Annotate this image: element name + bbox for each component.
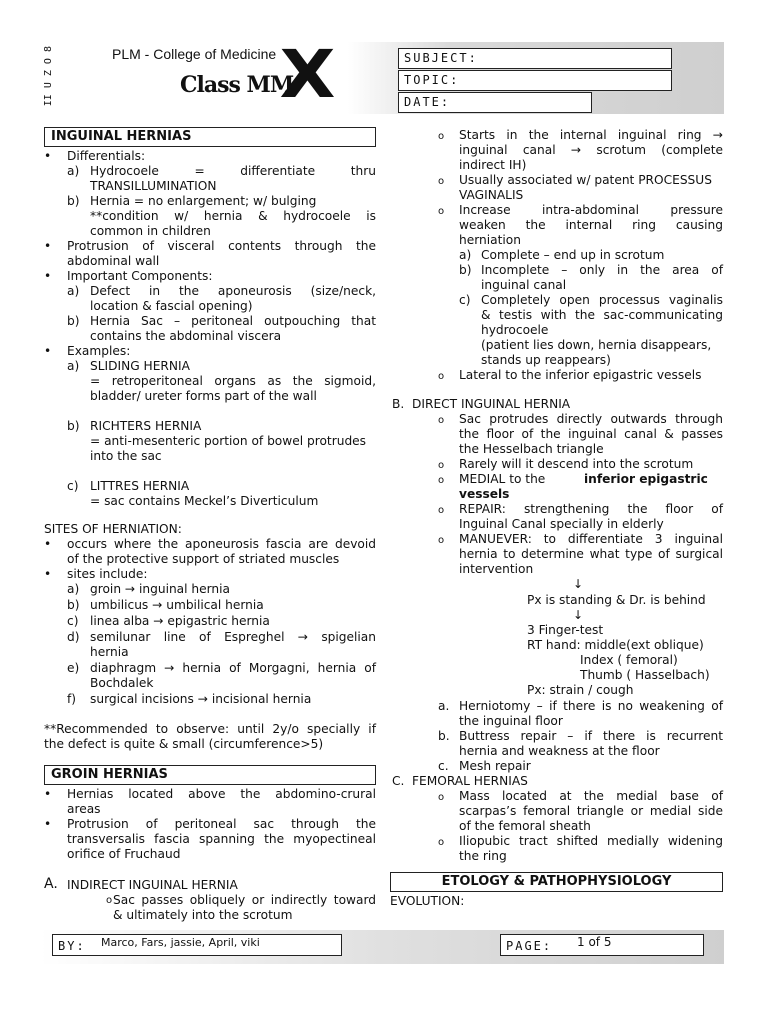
text-line: umbilicus → umbilical hernia xyxy=(90,598,264,612)
list-marker: a) xyxy=(67,359,80,373)
text-line: EVOLUTION: xyxy=(390,894,465,908)
list-marker: c. xyxy=(438,759,449,773)
bullet-circle: o xyxy=(438,371,445,382)
text-line: Inguinal Canal specially in elderly xyxy=(459,517,664,531)
text-line: (patient lies down, hernia disappears, xyxy=(481,338,712,352)
text-line: Px: strain / cough xyxy=(527,683,634,697)
text-line: Sac passes obliquely or indirectly toward xyxy=(113,893,376,907)
text-line: Complete – end up in scrotum xyxy=(481,248,665,262)
bullet-circle: o xyxy=(438,505,445,516)
subject-label: SUBJECT: xyxy=(404,51,478,65)
bullet: • xyxy=(44,344,52,358)
text-line: inguinal canal → scrotum (complete xyxy=(459,143,723,157)
date-label: DATE: xyxy=(404,95,451,109)
text-line: Important Components: xyxy=(67,269,213,283)
section-title-groin: GROIN HERNIAS xyxy=(44,765,376,785)
text-line: INDIRECT INGUINAL HERNIA xyxy=(67,878,238,892)
text-line: MANUEVER: to differentiate 3 inguinal xyxy=(459,532,723,546)
text-line: RT hand: middle(ext oblique) xyxy=(527,638,704,652)
topic-field xyxy=(398,70,672,91)
bullet: • xyxy=(44,239,52,253)
text-line: **condition w/ hernia & hydrocoele is xyxy=(90,209,376,223)
college-name: PLM - College of Medicine xyxy=(112,46,277,62)
class-logo-x: X xyxy=(279,36,336,113)
text-line: = sac contains Meckel’s Diverticulum xyxy=(90,494,319,508)
bullet: • xyxy=(44,787,52,801)
text-line: transversalis fascia spanning the myopectineal xyxy=(67,832,376,846)
text-line: Mesh repair xyxy=(459,759,531,773)
arrow-down-icon: ↓ xyxy=(573,577,584,591)
list-marker: B. xyxy=(392,397,405,411)
text-line: TRANSILLUMINATION xyxy=(90,179,217,193)
text-line: weaken the internal ring causing xyxy=(459,218,723,232)
text-line: Hernias located above the abdomino-crural xyxy=(67,787,376,801)
bullet-circle: o xyxy=(438,176,445,187)
text-line: MEDIAL to the xyxy=(459,472,546,486)
text-line: intervention xyxy=(459,562,534,576)
text-line: Iliopubic tract shifted medially widening xyxy=(459,834,723,848)
text-line: = anti-mesenteric portion of bowel protrudes xyxy=(90,434,367,448)
text-line: SITES OF HERNIATION: xyxy=(44,522,182,536)
text-line: hernia and weakness at the floor xyxy=(459,744,660,758)
left-column xyxy=(44,127,377,927)
text-line: inguinal canal xyxy=(481,278,567,292)
text-line: contains the abdominal viscera xyxy=(90,329,282,343)
list-marker: b) xyxy=(67,314,80,328)
bullet-circle: o xyxy=(438,837,445,848)
text-line: abdominal wall xyxy=(67,254,160,268)
bullet-circle: o xyxy=(438,415,445,426)
page-number: 1 of 5 xyxy=(577,935,612,949)
text-line: orifice of Fruchaud xyxy=(67,847,181,861)
text-line: Hernia = no enlargement; w/ bulging xyxy=(90,194,317,208)
list-marker: b) xyxy=(67,194,80,208)
text-line: Usually associated w/ patent PROCESSUS xyxy=(459,173,712,187)
text-line: **Recommended to observe: until 2y/o specially if xyxy=(44,722,376,736)
text-line: scarpas’s femoral triangle or medial side xyxy=(459,804,723,818)
list-marker: b) xyxy=(459,263,472,277)
list-marker: c) xyxy=(459,293,471,307)
text-line: the defect is quite & small (circumference>5) xyxy=(44,737,324,751)
text-line: Lateral to the inferior epigastric vessels xyxy=(459,368,702,382)
text-line: Starts in the internal inguinal ring → xyxy=(459,128,723,142)
bullet: • xyxy=(44,537,52,551)
list-marker: d) xyxy=(67,630,80,644)
text-line: diaphragm → hernia of Morgagni, hernia of xyxy=(90,661,376,675)
page-field xyxy=(500,934,704,956)
text-line: of the femoral sheath xyxy=(459,819,591,833)
text-line: hernia xyxy=(90,645,129,659)
text-line: & ultimately into the scrotum xyxy=(113,908,293,922)
text-line: SLIDING HERNIA xyxy=(90,359,190,373)
text-line: Index ( femoral) xyxy=(580,653,678,667)
bullet-circle: o xyxy=(106,895,113,906)
text-line: linea alba → epigastric hernia xyxy=(90,614,270,628)
list-marker: a) xyxy=(67,164,80,178)
list-marker: b. xyxy=(438,729,450,743)
bullet-circle: o xyxy=(438,131,445,142)
list-marker: A. xyxy=(44,876,58,892)
list-marker: a) xyxy=(67,284,80,298)
text-line: the inguinal floor xyxy=(459,714,563,728)
text-line: Protrusion of peritoneal sac through the xyxy=(67,817,376,831)
list-marker: a. xyxy=(438,699,450,713)
text-line: semilunar line of Espreghel → spigelian xyxy=(90,630,376,644)
list-marker: c) xyxy=(67,479,79,493)
text-line: 3 Finger-test xyxy=(527,623,604,637)
text-line-bold: vessels xyxy=(459,487,510,501)
side-label: II U Z O 8 xyxy=(43,46,54,107)
text-line: = retroperitoneal organs as the sigmoid, xyxy=(90,374,376,388)
text-line: hernia to determine what type of surgical xyxy=(459,547,723,561)
text-line: common in children xyxy=(90,224,211,238)
list-marker: b) xyxy=(67,598,80,612)
authors-field xyxy=(52,934,342,956)
text-line: Hydrocoele = differentiate thru xyxy=(90,164,376,178)
date-field xyxy=(398,92,592,113)
text-line: Herniotomy – if there is no weakening of xyxy=(459,699,723,713)
text-line: LITTRES HERNIA xyxy=(90,479,190,493)
text-line: Hernia Sac – peritoneal outpouching that xyxy=(90,314,376,328)
text-line: Mass located at the medial base of xyxy=(459,789,723,803)
text-line: Protrusion of visceral contents through the xyxy=(67,239,376,253)
arrow-down-icon: ↓ xyxy=(573,608,584,622)
topic-label: TOPIC: xyxy=(404,73,460,87)
list-marker: f) xyxy=(67,692,77,706)
text-line: Buttress repair – if there is recurrent xyxy=(459,729,723,743)
list-marker: a) xyxy=(459,248,472,262)
bullet-circle: o xyxy=(438,460,445,471)
bullet: • xyxy=(44,149,52,163)
text-line: bladder/ ureter forms part of the wall xyxy=(90,389,317,403)
text-line: sites include: xyxy=(67,567,148,581)
bullet-circle: o xyxy=(438,535,445,546)
authors-text: Marco, Fars, jassie, April, viki xyxy=(101,936,260,949)
text-line: Defect in the aponeurosis (size/neck, xyxy=(90,284,376,298)
text-line: DIRECT INGUINAL HERNIA xyxy=(412,397,571,411)
list-marker: b) xyxy=(67,419,80,433)
text-line: the floor of the inguinal canal & passes xyxy=(459,427,723,441)
bullet: • xyxy=(44,567,52,581)
text-line: into the sac xyxy=(90,449,162,463)
text-line: Increase intra-abdominal pressure xyxy=(459,203,723,217)
class-name: Class MM xyxy=(180,72,294,98)
text-line: Differentials: xyxy=(67,149,146,163)
text-line: Sac protrudes directly outwards through xyxy=(459,412,723,426)
text-line: herniation xyxy=(459,233,521,247)
bullet: • xyxy=(44,269,52,283)
text-line: Rarely will it descend into the scrotum xyxy=(459,457,694,471)
section-title-inguinal: INGUINAL HERNIAS xyxy=(44,127,376,147)
text-line: REPAIR: strengthening the floor of xyxy=(459,502,723,516)
text-line: Incomplete – only in the area of xyxy=(481,263,723,277)
text-line: VAGINALIS xyxy=(459,188,524,202)
text-line: FEMORAL HERNIAS xyxy=(412,774,528,788)
text-line: RICHTERS HERNIA xyxy=(90,419,202,433)
text-line: surgical incisions → incisional hernia xyxy=(90,692,312,706)
right-column xyxy=(390,127,724,927)
text-line: hydrocoele xyxy=(481,323,549,337)
text-line: & testis with the sac-communicating xyxy=(481,308,723,322)
list-marker: a) xyxy=(67,582,80,596)
text-line: areas xyxy=(67,802,101,816)
section-title-etiology: ETOLOGY & PATHOPHYSIOLOGY xyxy=(390,872,723,892)
text-line: Examples: xyxy=(67,344,131,358)
bullet-circle: o xyxy=(438,792,445,803)
text-line: occurs where the aponeurosis fascia are devoid xyxy=(67,537,376,551)
list-marker: e) xyxy=(67,661,80,675)
bullet-circle: o xyxy=(438,206,445,217)
by-label: BY: xyxy=(58,939,86,953)
text-line: Bochdalek xyxy=(90,676,154,690)
page-label: PAGE: xyxy=(506,939,553,953)
bullet-circle: o xyxy=(438,475,445,486)
text-line-bold: inferior epigastric xyxy=(584,472,708,486)
text-line: Completely open processus vaginalis xyxy=(481,293,723,307)
text-line: of the protective support of striated muscles xyxy=(67,552,340,566)
text-line: the ring xyxy=(459,849,507,863)
text-line: Px is standing & Dr. is behind xyxy=(527,593,706,607)
text-line: groin → inguinal hernia xyxy=(90,582,231,596)
text-line: location & fascial opening) xyxy=(90,299,253,313)
text-line: indirect IH) xyxy=(459,158,527,172)
text-line: stands up reappears) xyxy=(481,353,611,367)
subject-field xyxy=(398,48,672,69)
text-line: Thumb ( Hasselbach) xyxy=(580,668,710,682)
list-marker: c) xyxy=(67,614,79,628)
text-line: the Hesselbach triangle xyxy=(459,442,604,456)
list-marker: C. xyxy=(392,774,405,788)
bullet: • xyxy=(44,817,52,831)
